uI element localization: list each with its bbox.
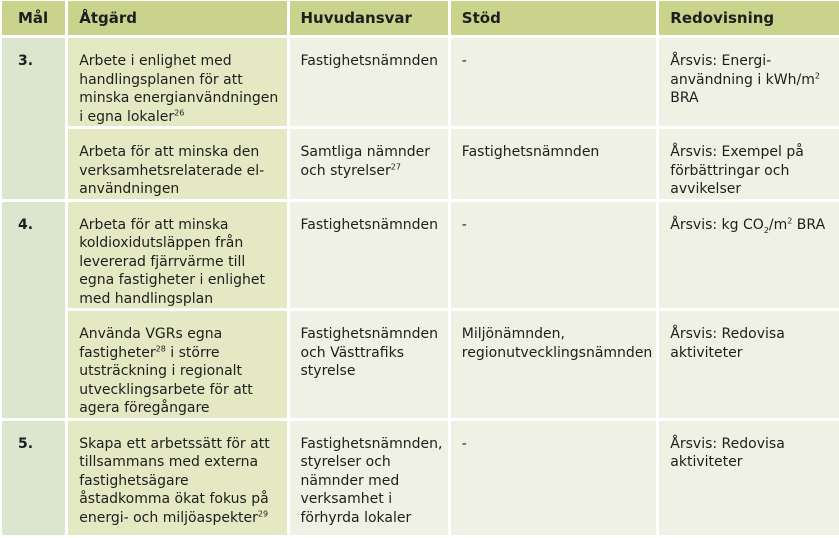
table-row — [2, 129, 839, 202]
subscript: 2 — [763, 225, 769, 235]
redovisning-cell: Årsvis: Redovisa aktiviteter — [659, 421, 839, 538]
atgard-cell: Arbeta för att minska koldioxidutsläppen från levererad fjärrvärme till egna fastigheter i enlighet med handlingsplan — [68, 202, 289, 312]
footnote-ref: 28 — [155, 343, 166, 353]
exponent: 2 — [787, 215, 793, 225]
header-row — [2, 1, 839, 38]
redovisning-tail: BRA — [670, 90, 699, 106]
atgard-cell — [68, 311, 289, 421]
huvudansvar-text: Samtliga nämnder och styrelser — [300, 144, 431, 179]
goal-number: 4. — [2, 202, 68, 421]
redovisning-cell — [659, 202, 839, 312]
footnote-ref: 29 — [257, 508, 269, 518]
atgard-cell — [68, 421, 289, 538]
table-row — [2, 311, 839, 421]
stod-cell: - — [451, 202, 660, 312]
exponent: 2 — [814, 70, 820, 80]
stod-cell: - — [451, 38, 660, 129]
header-stod: Stöd — [451, 1, 660, 38]
redovisning-text: Årsvis: Energi-användning i kWh/m — [670, 53, 815, 88]
goal-number: 3. — [2, 38, 68, 202]
stod-cell: Fastighetsnämnden — [451, 129, 660, 202]
footnote-ref: 27 — [390, 161, 401, 171]
redovisning-cell: Årsvis: Redovisa aktiviteter — [659, 311, 839, 421]
header-mal: Mål — [2, 1, 68, 38]
huvudansvar-cell: Fastighetsnämnden och Västtrafiks styrelse — [290, 311, 451, 421]
redovisning-cell — [659, 38, 839, 129]
table-row — [2, 421, 839, 538]
atgard-text-a: Använda VGRs egna fastigheter — [79, 326, 223, 361]
footnote-ref: 26 — [174, 107, 185, 117]
atgard-text: Arbete i enlighet med handlingsplanen för att minska energianvändningen i egna lokaler — [79, 53, 279, 125]
table-row — [2, 202, 839, 312]
redovisning-text: Årsvis: kg CO — [670, 216, 764, 233]
atgard-text-b: i större utsträckning i regionalt utvecklingsarbete för att agera föregångare — [79, 344, 253, 416]
huvudansvar-cell: Fastighetsnämnden, styrelser och nämnder med verksamhet i förhyrda lokaler — [290, 421, 451, 538]
atgard-cell — [68, 38, 289, 129]
header-atgard: Åtgärd — [68, 1, 289, 38]
redovisning-cell: Årsvis: Exempel på förbättringar och avvikelser — [659, 129, 839, 202]
huvudansvar-cell: Fastighetsnämnden — [290, 202, 451, 312]
goal-number: 5. — [2, 421, 68, 538]
action-table — [2, 1, 839, 538]
redovisning-mid: /m — [768, 216, 788, 233]
redovisning-tail: BRA — [792, 216, 826, 233]
huvudansvar-cell: Fastighetsnämnden — [290, 38, 451, 129]
stod-cell: Miljönämnden, regionutvecklingsnämnden — [451, 311, 660, 421]
header-redovisning: Redovisning — [659, 1, 839, 38]
table-row — [2, 38, 839, 129]
huvudansvar-cell — [290, 129, 451, 202]
atgard-cell: Arbeta för att minska den verksamhetsrelaterade el-användningen — [68, 129, 289, 202]
header-huvudansvar: Huvudansvar — [290, 1, 451, 38]
stod-cell: - — [451, 421, 660, 538]
atgard-text: Skapa ett arbetssätt för att tillsammans med externa fastighetsägare åstadkomma ökat fokus på energi- och miljöaspekter — [79, 435, 270, 526]
